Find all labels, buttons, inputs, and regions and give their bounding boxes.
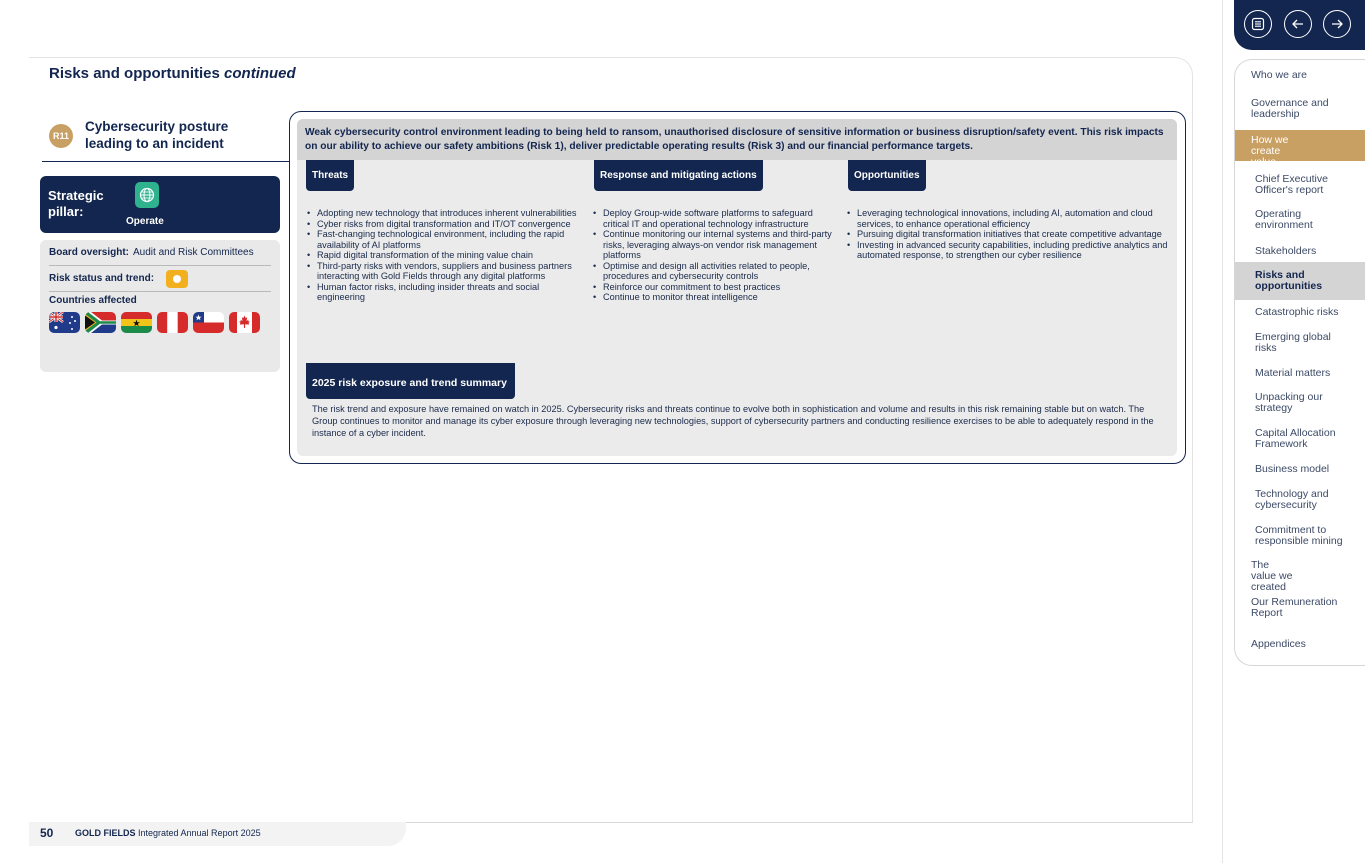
page-title: Risks and opportunities continued bbox=[49, 65, 296, 82]
nav-item-ceo-report[interactable]: Chief Executive Officer's report bbox=[1255, 173, 1328, 196]
list-item: • Continue to monitor threat intelligence bbox=[593, 292, 837, 303]
list-item: • Continue monitoring our internal systems and third-party risks, leveraging always-on vendor risk management platforms bbox=[593, 229, 837, 261]
risk-name: Cybersecurity posture leading to an incident bbox=[85, 119, 229, 151]
list-item: • Cyber risks from digital transformation and IT/OT convergence bbox=[307, 219, 587, 230]
list-item: • Adopting new technology that introduces inherent vulnerabilities bbox=[307, 208, 587, 219]
strategic-pillar bbox=[40, 176, 280, 233]
threats-list bbox=[307, 208, 587, 303]
flag-ghana-icon bbox=[121, 312, 152, 333]
risk-header bbox=[49, 118, 269, 160]
nav-item-unpacking-strategy[interactable]: Unpacking our strategy bbox=[1255, 391, 1323, 414]
list-item: • Investing in advanced security capabilities, including predictive analytics and automated response, to strengthen our cyber resilience bbox=[847, 240, 1172, 261]
countries-label: Countries affected bbox=[49, 295, 137, 306]
globe-icon bbox=[135, 182, 159, 208]
risk-badge: R11 bbox=[49, 124, 73, 148]
flag-south-africa-icon bbox=[85, 312, 116, 333]
board-oversight-row bbox=[49, 240, 271, 266]
response-list bbox=[593, 208, 837, 303]
risk-status-label: Risk status and trend: bbox=[49, 273, 155, 284]
nav-item-risks-and-opportunities[interactable]: Risks and opportunities bbox=[1235, 262, 1365, 300]
trend-indicator-icon bbox=[166, 270, 188, 288]
contents-button[interactable] bbox=[1244, 10, 1272, 38]
opportunities-list bbox=[847, 208, 1172, 261]
back-button[interactable] bbox=[1284, 10, 1312, 38]
risk-summary: Weak cybersecurity control environment leading to being held to ransom, unauthorised disclosure of sensitive information or business disruption/safety event. This risk impacts on our ability to achieve our safety ambitions (Risk 1), deliver predictable operating results (Risk 3) and our financial performance targets. bbox=[297, 119, 1177, 160]
nav-item-material-matters[interactable]: Material matters bbox=[1255, 367, 1331, 379]
list-item: • Optimise and design all activities related to people, procedures and cybersecurity controls bbox=[593, 261, 837, 282]
section-nav bbox=[1234, 59, 1365, 666]
pillar-name: Operate bbox=[126, 216, 164, 227]
arrow-left-icon bbox=[1291, 17, 1305, 31]
divider bbox=[42, 161, 289, 162]
nav-item-stakeholders[interactable]: Stakeholders bbox=[1255, 245, 1317, 257]
nav-item-responsible-mining[interactable]: Commitment to responsible mining bbox=[1255, 524, 1343, 547]
threats-heading: Threats bbox=[306, 160, 354, 191]
list-item: • Leveraging technological innovations, including AI, automation and cloud services, to enhance operational efficiency bbox=[847, 208, 1172, 229]
list-item: • Human factor risks, including insider threats and social engineering bbox=[307, 282, 587, 303]
list-item: • Deploy Group-wide software platforms to safeguard critical IT and operational technology infrastructure bbox=[593, 208, 837, 229]
board-oversight-label: Board oversight: bbox=[49, 247, 130, 258]
arrow-right-icon bbox=[1330, 17, 1344, 31]
pillar-label: Strategic pillar: bbox=[48, 188, 104, 219]
list-item: • Reinforce our commitment to best practices bbox=[593, 282, 837, 293]
nav-item-catastrophic-risks[interactable]: Catastrophic risks bbox=[1255, 306, 1339, 318]
risk-detail-card bbox=[289, 111, 1186, 464]
flag-chile-icon bbox=[193, 312, 224, 333]
nav-item-capital-allocation[interactable]: Capital Allocation Framework bbox=[1255, 427, 1336, 450]
nav-item-value-we-created[interactable]: The value we created bbox=[1251, 559, 1293, 593]
flag-canada-icon bbox=[229, 312, 260, 333]
footer-report-title: GOLD FIELDS Integrated Annual Report 2025 bbox=[75, 828, 261, 838]
nav-item-governance[interactable]: Governance and leadership bbox=[1251, 97, 1329, 120]
trend-summary-text: The risk trend and exposure have remained on watch in 2025. Cybersecurity risks and threats continue to evolve both in sophistication and volume and results in this risk remaining stable but on watch. The Group continues to monitor and manage its cyber exposure through leveraging new technologies, support of cybersecurity partners and conducting resilience exercises to be able to adequately respond in the instance of a cyber incident. bbox=[312, 404, 1154, 438]
trend-summary-heading: 2025 risk exposure and trend summary bbox=[306, 363, 515, 399]
nav-toolbar bbox=[1234, 0, 1365, 50]
risk-info-box bbox=[40, 240, 280, 372]
nav-item-how-we-create-value[interactable]: How we create value bbox=[1235, 130, 1365, 161]
list-item: • Fast-changing technological environment, including the rapid availability of AI platforms bbox=[307, 229, 587, 250]
flag-australia-icon bbox=[49, 312, 80, 333]
list-item: • Third-party risks with vendors, suppliers and business partners interacting with Gold Fields through any digital platforms bbox=[307, 261, 587, 282]
opportunities-heading: Opportunities bbox=[848, 160, 926, 191]
nav-item-operating-environment[interactable]: Operating environment bbox=[1255, 208, 1313, 231]
nav-item-business-model[interactable]: Business model bbox=[1255, 463, 1330, 475]
list-item: • Pursuing digital transformation initiatives that create competitive advantage bbox=[847, 229, 1172, 240]
nav-item-appendices[interactable]: Appendices bbox=[1251, 638, 1306, 650]
response-heading: Response and mitigating actions bbox=[594, 160, 763, 191]
list-icon bbox=[1251, 17, 1265, 31]
list-item: • Rapid digital transformation of the mining value chain bbox=[307, 250, 587, 261]
risk-status-row bbox=[49, 266, 271, 292]
nav-item-emerging-global-risks[interactable]: Emerging global risks bbox=[1255, 331, 1331, 354]
nav-item-who-we-are[interactable]: Who we are bbox=[1251, 69, 1308, 81]
nav-divider bbox=[1222, 0, 1223, 863]
forward-button[interactable] bbox=[1323, 10, 1351, 38]
risk-detail-inner bbox=[297, 119, 1177, 456]
nav-item-technology-cybersecurity[interactable]: Technology and cybersecurity bbox=[1255, 488, 1329, 511]
country-flags bbox=[49, 312, 271, 333]
page-number: 50 bbox=[40, 826, 54, 840]
nav-item-remuneration-report[interactable]: Our Remuneration Report bbox=[1251, 596, 1338, 619]
flag-peru-icon bbox=[157, 312, 188, 333]
board-oversight-value: Audit and Risk Committees bbox=[133, 247, 254, 258]
